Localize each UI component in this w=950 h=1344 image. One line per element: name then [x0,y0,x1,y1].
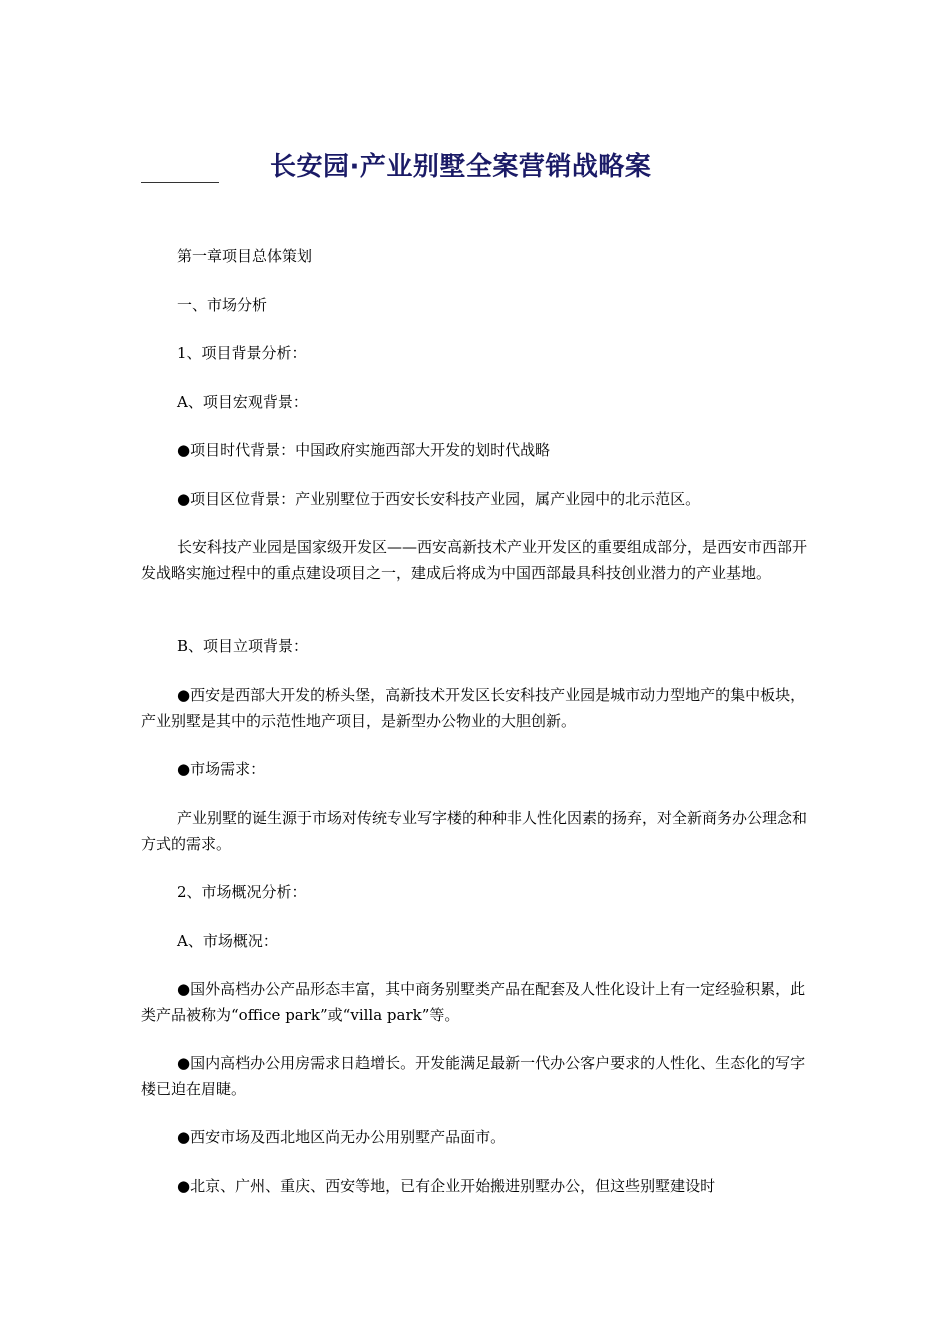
bullet-paragraph: ●项目时代背景：中国政府实施西部大开发的划时代战略 [177,441,551,459]
bullet-paragraph: ●市场需求： [177,760,266,778]
item-heading: A、项目宏观背景： [177,393,308,411]
document-title: 长安园·产业别墅全案营销战略案 [270,152,652,182]
bullet-paragraph: ●西安是西部大开发的桥头堡，高新技术开发区长安科技产业园是城市动力型地产的集中板块，产业别墅是其中的示范性地产项目，是新型办公物业的大胆创新。 [141,686,806,730]
item-heading: A、市场概况： [177,932,278,950]
subsection-heading: 1、项目背景分析： [177,344,307,362]
bullet-paragraph: ●西安市场及西北地区尚无办公用别墅产品面市。 [177,1128,506,1146]
body-paragraph: 长安科技产业园是国家级开发区——西安高新技术产业开发区的重要组成部分，是西安市西部开发战略实施过程中的重点建设项目之一，建成后将成为中国西部最具科技创业潜力的产业基地。 [141,538,808,582]
bullet-paragraph: ●北京、广州、重庆、西安等地，已有企业开始搬进别墅办公，但这些别墅建设时 [177,1177,716,1195]
item-heading: B、项目立项背景： [177,637,309,655]
chapter-heading: 第一章项目总体策划 [177,247,313,265]
bullet-paragraph: ●项目区位背景：产业别墅位于西安长安科技产业园，属产业园中的北示范区。 [177,490,701,508]
bullet-paragraph: ●国内高档办公用房需求日趋增长。开发能满足最新一代办公客户要求的人性化、生态化的写字楼已迫在眉睫。 [141,1054,806,1098]
body-paragraph: 产业别墅的诞生源于市场对传统专业写字楼的种种非人性化因素的扬弃，对全新商务办公理念和方式的需求。 [141,809,808,853]
section-heading: 一、市场分析 [177,296,268,314]
subsection-heading: 2、市场概况分析： [177,883,307,901]
title-rule [141,182,219,183]
bullet-paragraph: ●国外高档办公产品形态丰富，其中商务别墅类产品在配套及人性化设计上有一定经验积累，此类产品被称为“office park”或“villa park”等。 [141,980,806,1024]
